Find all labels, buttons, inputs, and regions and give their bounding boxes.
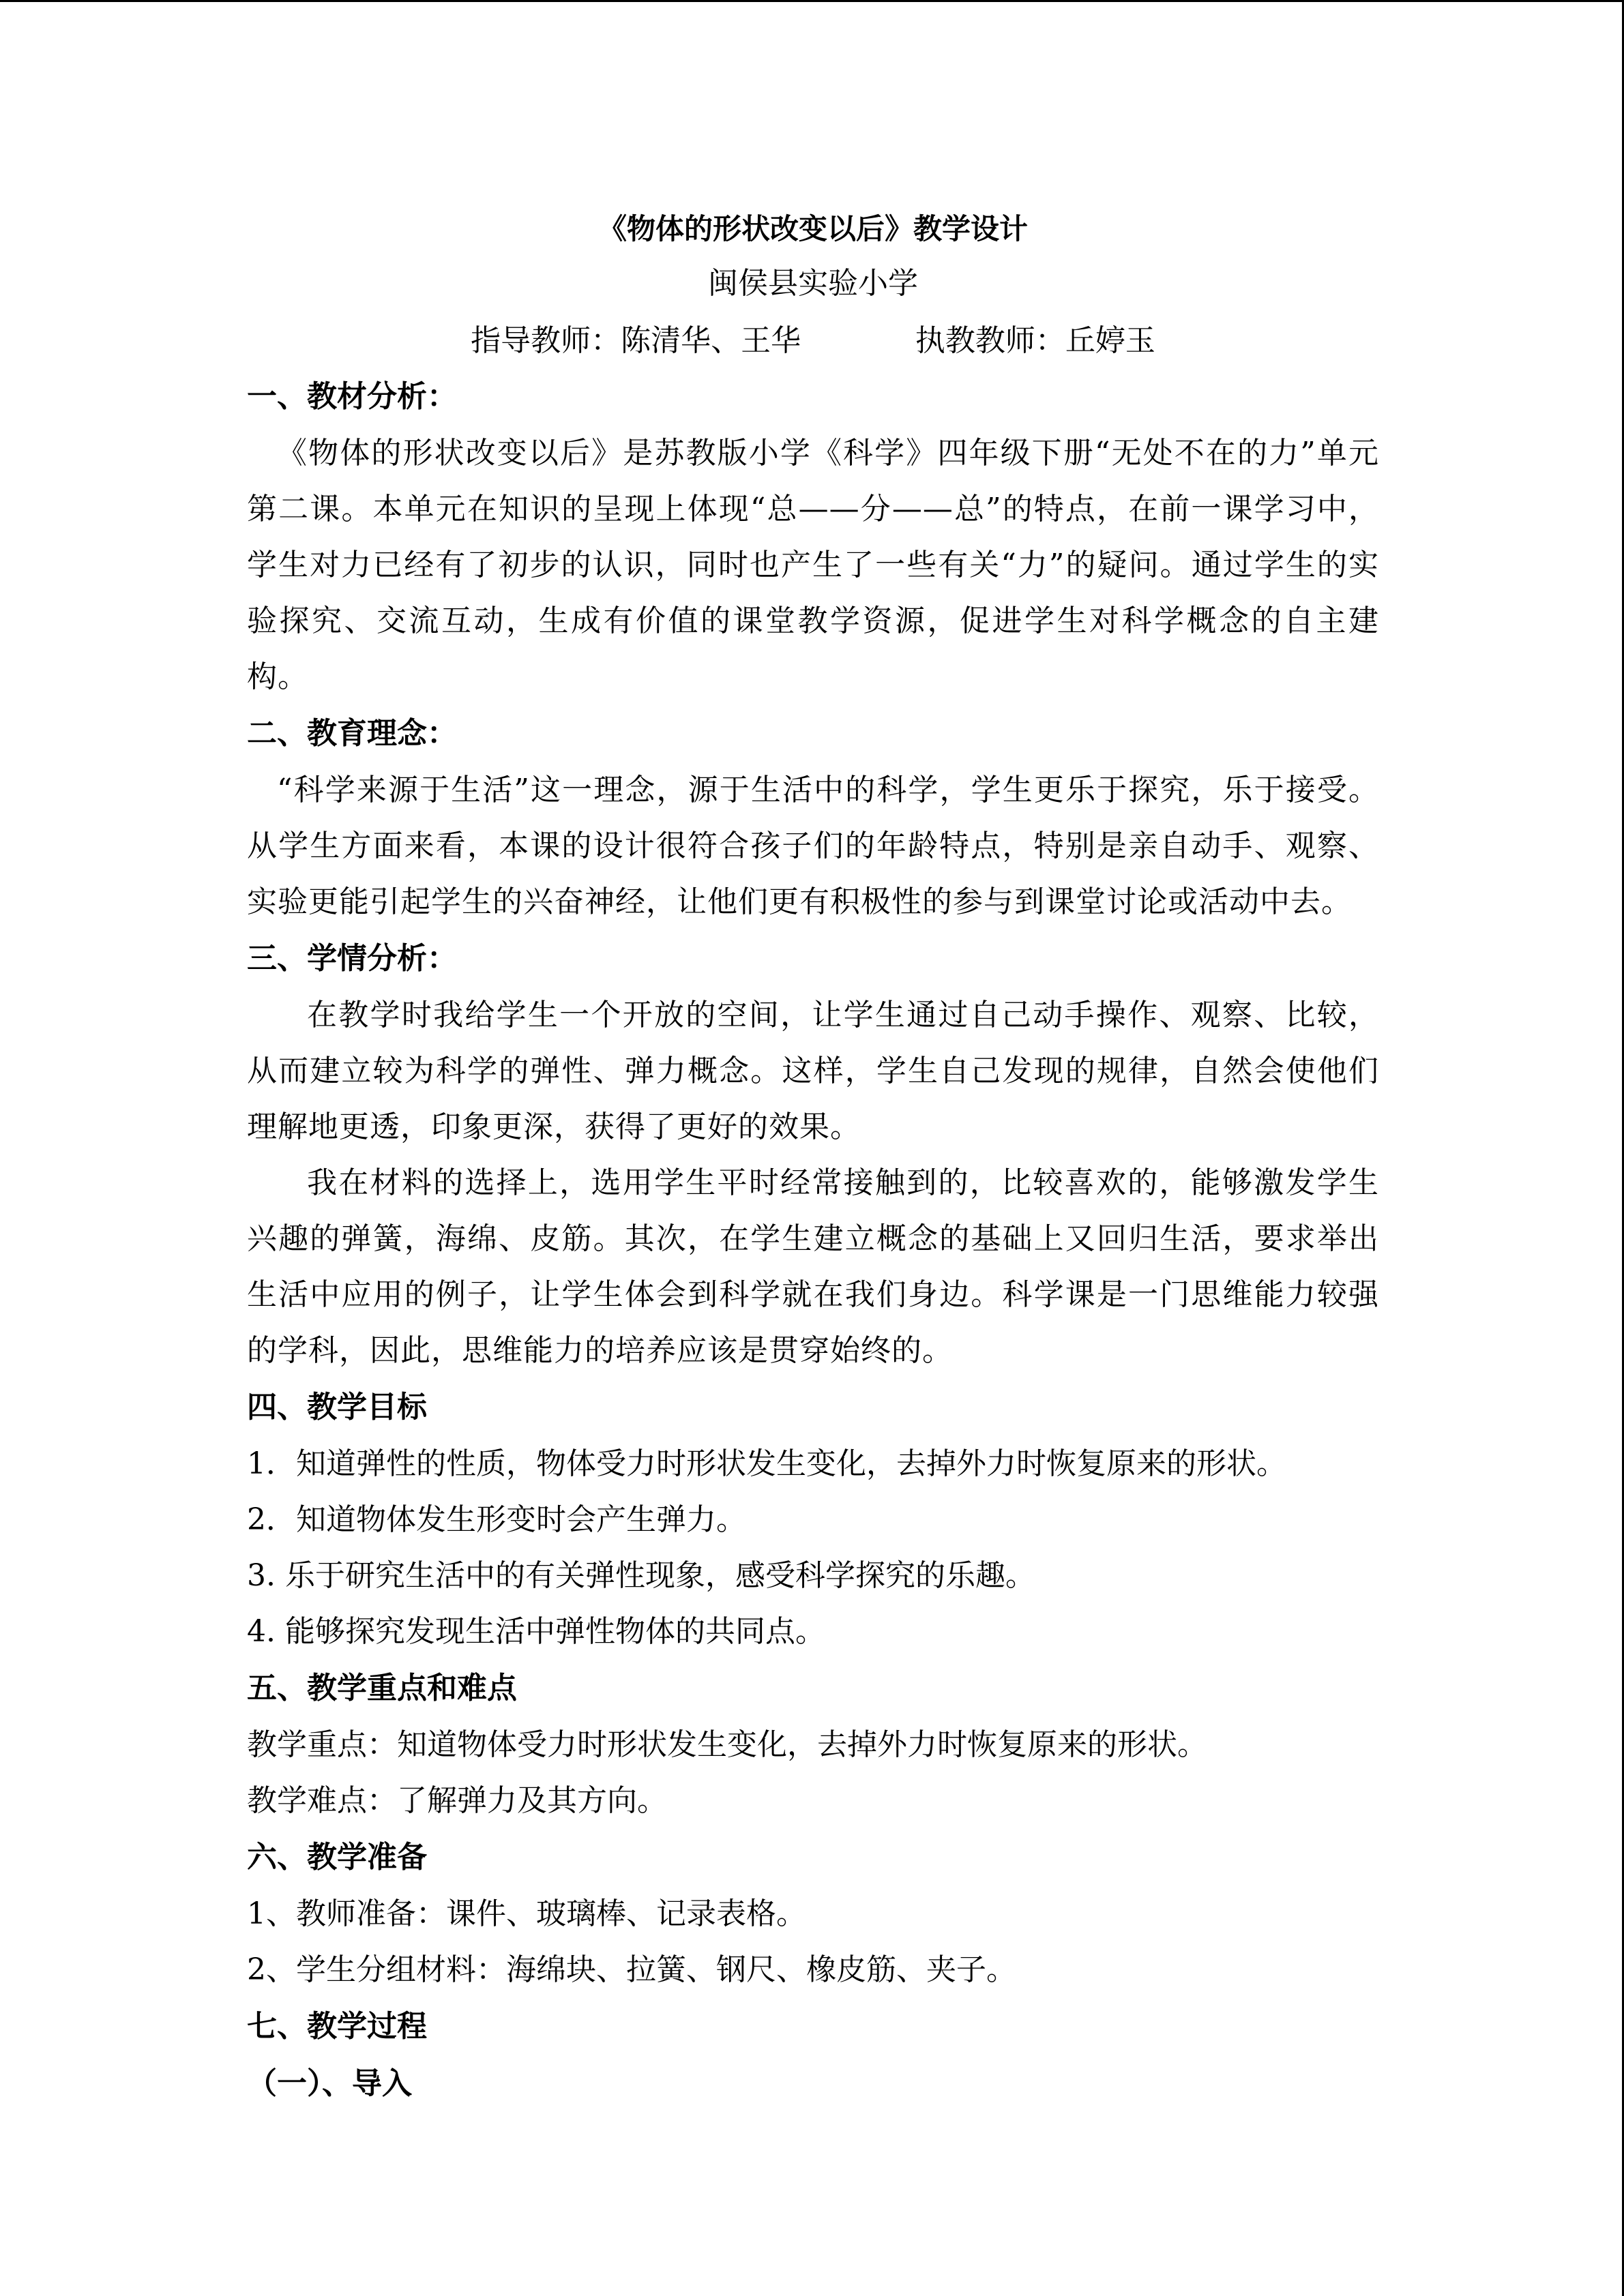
subsection-heading-introduction: （一）、导入 bbox=[247, 2066, 412, 2101]
objective-item-3: 3. 乐于研究生活中的有关弹性现象，感受科学探究的乐趣。 bbox=[247, 1558, 1035, 1593]
section-heading-preparation: 六、教学准备 bbox=[247, 1840, 427, 1875]
section-heading-education-philosophy: 二、教育理念： bbox=[247, 716, 457, 751]
section-heading-textbook-analysis: 一、教材分析： bbox=[247, 379, 457, 414]
objective-item-1: 1．知道弹性的性质，物体受力时形状发生变化，去掉外力时恢复原来的形状。 bbox=[247, 1446, 1286, 1481]
student-materials: 2、学生分组材料：海绵块、拉簧、钢尺、橡皮筋、夹子。 bbox=[247, 1952, 1016, 1987]
document-content bbox=[247, 205, 1379, 2113]
paragraph-learner-analysis-2: 我在材料的选择上，选用学生平时经常接触到的，比较喜欢的，能够激发学生兴趣的弹簧，海绵、皮筋。其次，在学生建立概念的基础上又回归生活，要求举出生活中应用的例子，让学生体会到科学就在我们身边。科学课是一门思维能力较强的学科，因此，思维能力的培养应该是贯穿始终的。 bbox=[247, 1165, 1379, 1368]
section-heading-learner-analysis: 三、学情分析： bbox=[247, 941, 457, 976]
objective-item-4: 4. 能够探究发现生活中弹性物体的共同点。 bbox=[247, 1614, 825, 1649]
section-heading-teaching-process: 七、教学过程 bbox=[247, 2009, 427, 2044]
document-title: 《物体的形状改变以后》教学设计 bbox=[597, 212, 1028, 245]
section-heading-teaching-objectives: 四、教学目标 bbox=[247, 1390, 427, 1425]
section-heading-key-points: 五、教学重点和难点 bbox=[247, 1671, 517, 1705]
school-name: 闽侯县实验小学 bbox=[708, 266, 918, 301]
page-border-top bbox=[0, 0, 1624, 2]
paragraph-learner-analysis-1: 在教学时我给学生一个开放的空间，让学生通过自己动手操作、观察、比较，从而建立较为科学的弹性、弹力概念。这样，学生自己发现的规律，自然会使他们理解地更透，印象更深，获得了更好的效果。 bbox=[247, 998, 1379, 1144]
paragraph-textbook-analysis: 《物体的形状改变以后》是苏教版小学《科学》四年级下册“无处不在的力”单元第二课。本单元在知识的呈现上体现“总——分——总”的特点，在前一课学习中，学生对力已经有了初步的认识，同时也产生了一些有关“力”的疑问。通过学生的实验探究、交流互动，生成有价值的课堂教学资源，促进学生对科学概念的自主建构。 bbox=[247, 436, 1379, 694]
instructors-line: 指导教师：陈清华、王华 执教教师：丘婷玉 bbox=[471, 323, 1155, 358]
paragraph-education-philosophy: “科学来源于生活”这一理念，源于生活中的科学，学生更乐于探究，乐于接受。从学生方面来看，本课的设计很符合孩子们的年龄特点，特别是亲自动手、观察、实验更能引起学生的兴奋神经，让他们更有积极性的参与到课堂讨论或活动中去。 bbox=[247, 773, 1379, 919]
teacher-preparation: 1、教师准备：课件、玻璃棒、记录表格。 bbox=[247, 1896, 806, 1931]
teaching-key-point: 教学重点：知道物体受力时形状发生变化，去掉外力时恢复原来的形状。 bbox=[247, 1727, 1207, 1762]
teaching-difficulty: 教学难点：了解弹力及其方向。 bbox=[247, 1783, 667, 1818]
objective-item-2: 2．知道物体发生形变时会产生弹力。 bbox=[247, 1502, 746, 1537]
